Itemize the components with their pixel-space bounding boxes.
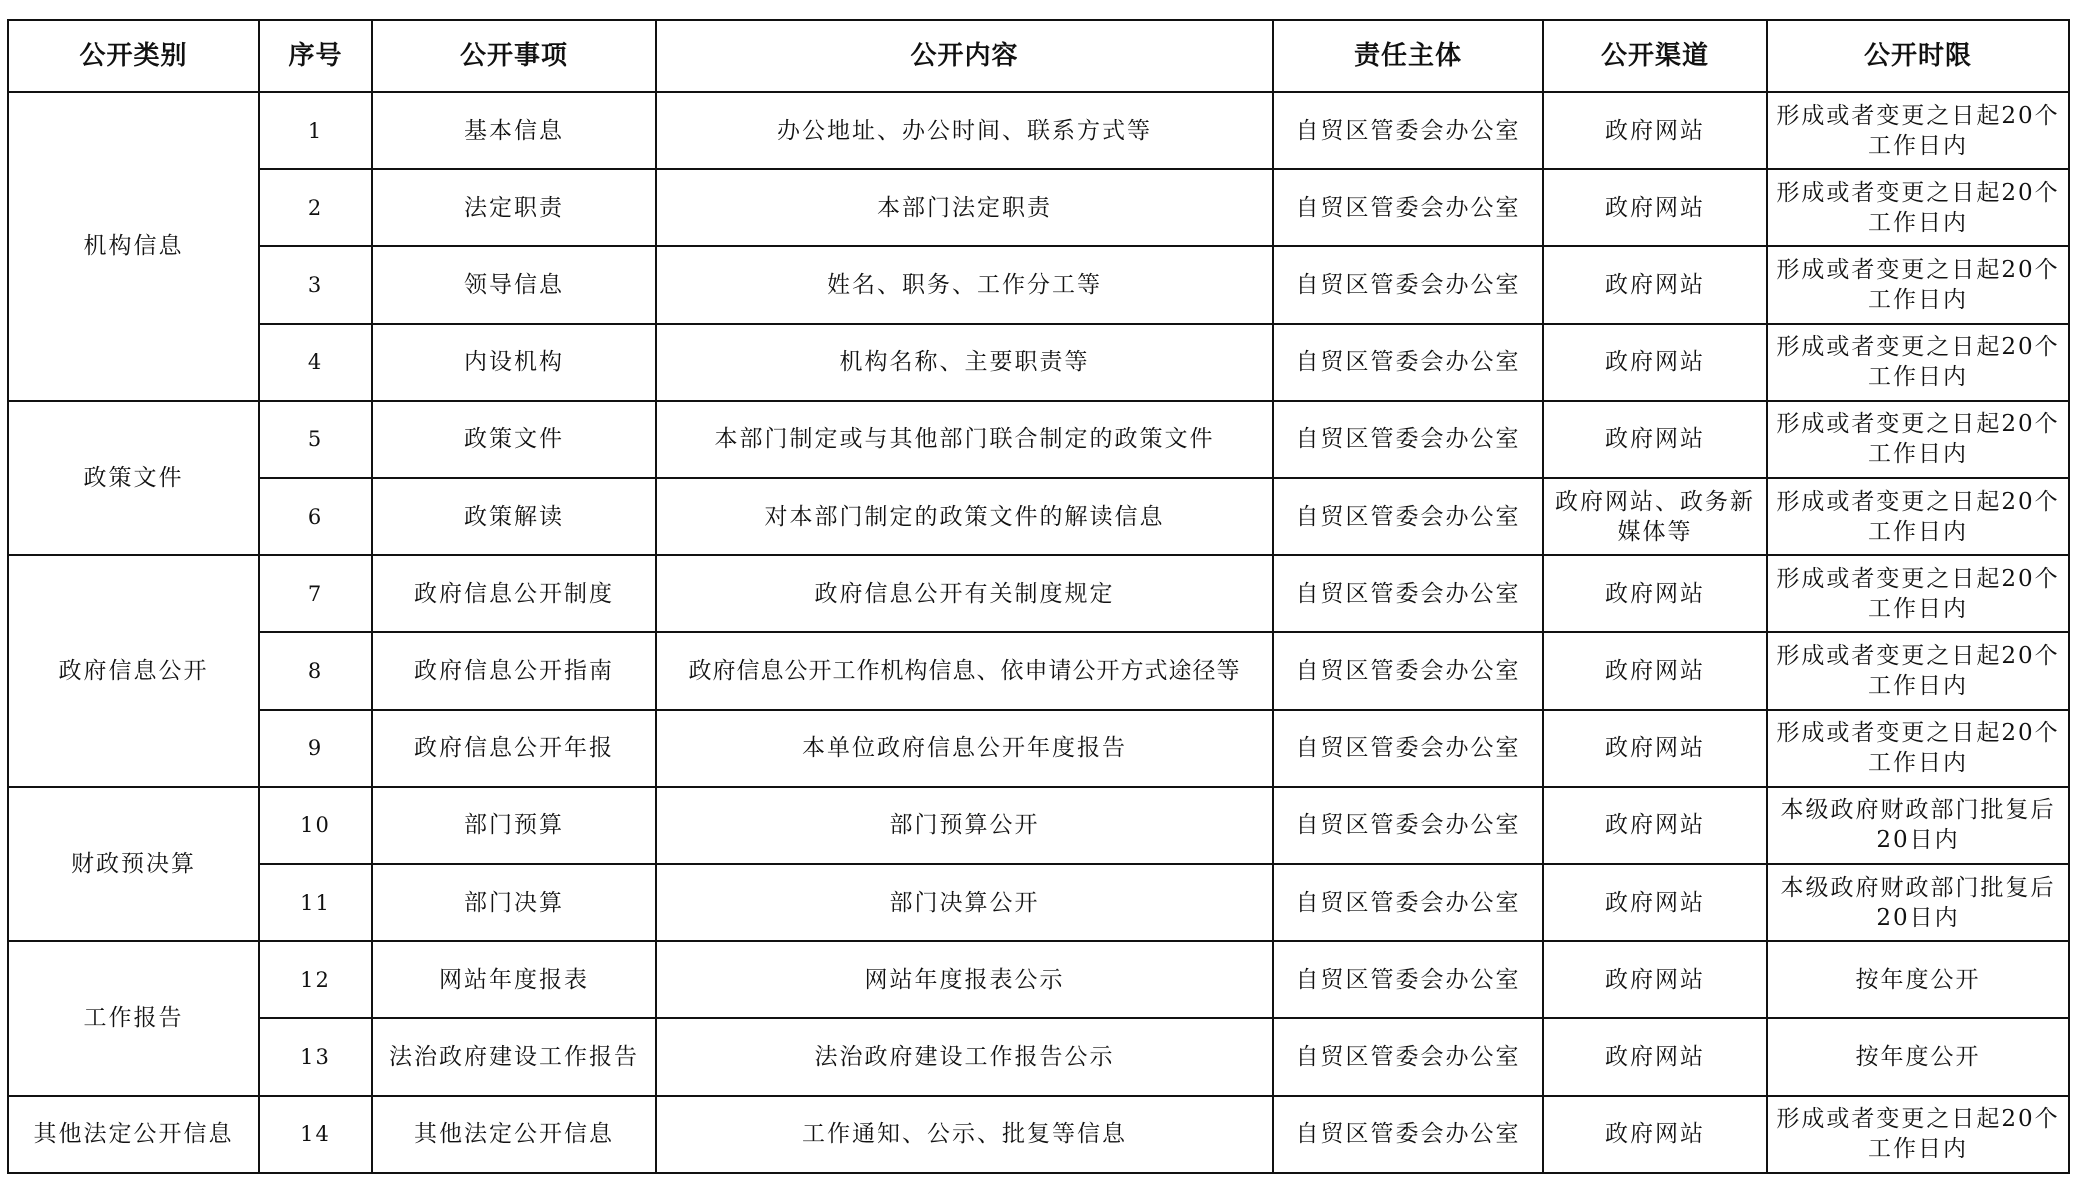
channel-cell: 政府网站 [1543,169,1767,246]
deadline-cell: 形成或者变更之日起20个工作日内 [1767,555,2069,632]
table-row [8,1096,2069,1173]
number-cell: 3 [259,246,372,323]
number-cell: 9 [259,710,372,787]
table-header [8,20,2069,92]
deadline-cell: 本级政府财政部门批复后20日内 [1767,864,2069,941]
item-cell: 其他法定公开信息 [372,1096,656,1173]
deadline-cell: 本级政府财政部门批复后20日内 [1767,787,2069,864]
owner-cell: 自贸区管委会办公室 [1273,169,1543,246]
content-cell: 部门决算公开 [656,864,1273,941]
item-cell: 政府信息公开制度 [372,555,656,632]
table-row [8,864,2069,941]
deadline-cell: 形成或者变更之日起20个工作日内 [1767,710,2069,787]
owner-cell: 自贸区管委会办公室 [1273,864,1543,941]
item-cell: 内设机构 [372,324,656,401]
content-cell: 机构名称、主要职责等 [656,324,1273,401]
channel-cell: 政府网站 [1543,92,1767,169]
content-cell: 工作通知、公示、批复等信息 [656,1096,1273,1173]
number-cell: 14 [259,1096,372,1173]
header-deadline: 公开时限 [1767,20,2069,92]
disclosure-table [7,19,2070,1174]
content-cell: 姓名、职务、工作分工等 [656,246,1273,323]
table-row [8,246,2069,323]
table-row [8,401,2069,478]
channel-cell: 政府网站 [1543,324,1767,401]
deadline-cell: 形成或者变更之日起20个工作日内 [1767,401,2069,478]
channel-cell: 政府网站、政务新媒体等 [1543,478,1767,555]
item-cell: 部门决算 [372,864,656,941]
channel-cell: 政府网站 [1543,864,1767,941]
number-cell: 10 [259,787,372,864]
table-body [8,92,2069,1173]
table-row [8,555,2069,632]
category-cell: 其他法定公开信息 [8,1096,259,1173]
content-cell: 办公地址、办公时间、联系方式等 [656,92,1273,169]
channel-cell: 政府网站 [1543,555,1767,632]
header-number: 序号 [259,20,372,92]
owner-cell: 自贸区管委会办公室 [1273,324,1543,401]
owner-cell: 自贸区管委会办公室 [1273,632,1543,709]
content-cell: 法治政府建设工作报告公示 [656,1018,1273,1095]
header-row [8,20,2069,92]
table-row [8,710,2069,787]
channel-cell: 政府网站 [1543,1096,1767,1173]
table-row [8,324,2069,401]
header-channel: 公开渠道 [1543,20,1767,92]
item-cell: 政策文件 [372,401,656,478]
owner-cell: 自贸区管委会办公室 [1273,787,1543,864]
number-cell: 2 [259,169,372,246]
category-cell: 政策文件 [8,401,259,555]
deadline-cell: 形成或者变更之日起20个工作日内 [1767,169,2069,246]
content-cell: 本部门法定职责 [656,169,1273,246]
channel-cell: 政府网站 [1543,401,1767,478]
channel-cell: 政府网站 [1543,941,1767,1018]
number-cell: 1 [259,92,372,169]
content-cell: 政府信息公开有关制度规定 [656,555,1273,632]
deadline-cell: 形成或者变更之日起20个工作日内 [1767,632,2069,709]
deadline-cell: 形成或者变更之日起20个工作日内 [1767,324,2069,401]
owner-cell: 自贸区管委会办公室 [1273,246,1543,323]
number-cell: 12 [259,941,372,1018]
item-cell: 政策解读 [372,478,656,555]
header-item: 公开事项 [372,20,656,92]
deadline-cell: 形成或者变更之日起20个工作日内 [1767,478,2069,555]
item-cell: 政府信息公开指南 [372,632,656,709]
number-cell: 11 [259,864,372,941]
table-row [8,1018,2069,1095]
table-row [8,169,2069,246]
table-row [8,632,2069,709]
owner-cell: 自贸区管委会办公室 [1273,1096,1543,1173]
number-cell: 7 [259,555,372,632]
owner-cell: 自贸区管委会办公室 [1273,941,1543,1018]
content-cell: 政府信息公开工作机构信息、依申请公开方式途径等 [656,632,1273,709]
owner-cell: 自贸区管委会办公室 [1273,1018,1543,1095]
deadline-cell: 形成或者变更之日起20个工作日内 [1767,246,2069,323]
channel-cell: 政府网站 [1543,632,1767,709]
item-cell: 法治政府建设工作报告 [372,1018,656,1095]
item-cell: 网站年度报表 [372,941,656,1018]
owner-cell: 自贸区管委会办公室 [1273,92,1543,169]
content-cell: 部门预算公开 [656,787,1273,864]
deadline-cell: 形成或者变更之日起20个工作日内 [1767,92,2069,169]
category-cell: 机构信息 [8,92,259,401]
table-row [8,787,2069,864]
channel-cell: 政府网站 [1543,787,1767,864]
deadline-cell: 形成或者变更之日起20个工作日内 [1767,1096,2069,1173]
category-cell: 工作报告 [8,941,259,1095]
item-cell: 部门预算 [372,787,656,864]
deadline-cell: 按年度公开 [1767,941,2069,1018]
number-cell: 13 [259,1018,372,1095]
header-category: 公开类别 [8,20,259,92]
owner-cell: 自贸区管委会办公室 [1273,555,1543,632]
owner-cell: 自贸区管委会办公室 [1273,401,1543,478]
number-cell: 5 [259,401,372,478]
item-cell: 法定职责 [372,169,656,246]
content-cell: 本部门制定或与其他部门联合制定的政策文件 [656,401,1273,478]
item-cell: 政府信息公开年报 [372,710,656,787]
channel-cell: 政府网站 [1543,710,1767,787]
owner-cell: 自贸区管委会办公室 [1273,478,1543,555]
table-row [8,478,2069,555]
item-cell: 领导信息 [372,246,656,323]
header-owner: 责任主体 [1273,20,1543,92]
channel-cell: 政府网站 [1543,246,1767,323]
header-content: 公开内容 [656,20,1273,92]
content-cell: 对本部门制定的政策文件的解读信息 [656,478,1273,555]
content-cell: 本单位政府信息公开年度报告 [656,710,1273,787]
number-cell: 4 [259,324,372,401]
table-row [8,941,2069,1018]
number-cell: 6 [259,478,372,555]
owner-cell: 自贸区管委会办公室 [1273,710,1543,787]
content-cell: 网站年度报表公示 [656,941,1273,1018]
item-cell: 基本信息 [372,92,656,169]
category-cell: 财政预决算 [8,787,259,941]
table-row [8,92,2069,169]
channel-cell: 政府网站 [1543,1018,1767,1095]
category-cell: 政府信息公开 [8,555,259,787]
number-cell: 8 [259,632,372,709]
deadline-cell: 按年度公开 [1767,1018,2069,1095]
